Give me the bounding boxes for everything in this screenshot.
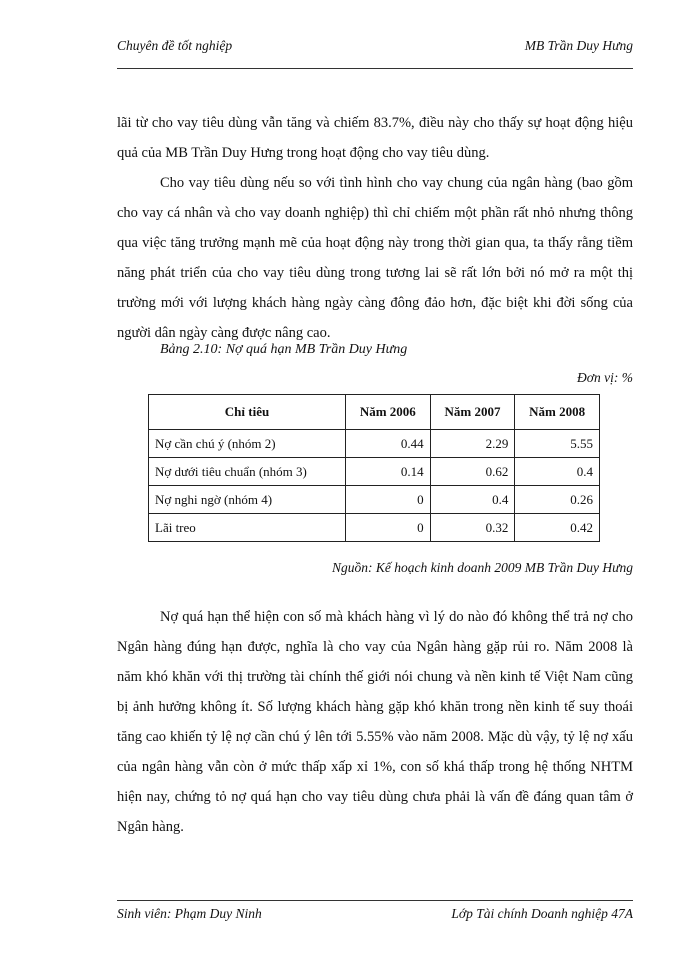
- header-rule: [117, 68, 633, 69]
- cell-value: 0.4: [430, 486, 515, 514]
- cell-value: 0.32: [430, 514, 515, 542]
- paragraph-consumer-lending: Cho vay tiêu dùng nếu so với tình hình cho vay chung của ngân hàng (bao gồm cho vay cá nhân và cho vay doanh nghiệp) thì chỉ chiếm một phần rất nhỏ nhưng thông qua việc tăng trưởng mạnh mẽ của hoạt động này trong thời gian qua, ta thấy rằng tiềm năng phát triển của cho vay tiêu dùng trong tương lai sẽ rất lớn bởi nó mở ra một thị trường mới với lượng khách hàng ngày càng đông đảo hơn, đặc biệt khi đời sống của người dân ngày càng được nâng cao.: [117, 175, 633, 341]
- footer-rule: [117, 900, 633, 901]
- intro-text: [117, 108, 633, 348]
- header-document-title: Chuyên đề tốt nghiệp: [117, 38, 233, 53]
- header-indicator: Chỉ tiêu: [149, 395, 346, 430]
- cell-value: 0.14: [346, 458, 431, 486]
- cell-value: 0.4: [515, 458, 600, 486]
- table-row: [149, 458, 600, 486]
- header-year-2008: Năm 2008: [515, 395, 600, 430]
- cell-value: 0.62: [430, 458, 515, 486]
- cell-value: 0: [346, 486, 431, 514]
- table-row: [149, 430, 600, 458]
- table-source: Nguồn: Kế hoạch kinh doanh 2009 MB Trần Duy Hưng: [332, 560, 633, 575]
- row-label: Nợ cần chú ý (nhóm 2): [149, 430, 346, 458]
- analysis-text: [117, 602, 633, 842]
- cell-value: 0.42: [515, 514, 600, 542]
- table-caption: Bảng 2.10: Nợ quá hạn MB Trần Duy Hưng: [160, 342, 408, 357]
- cell-value: 2.29: [430, 430, 515, 458]
- table-header-row: [149, 395, 600, 430]
- header-year-2007: Năm 2007: [430, 395, 515, 430]
- cell-value: 0.26: [515, 486, 600, 514]
- paragraph-continuation: lãi từ cho vay tiêu dùng vẫn tăng và chiếm 83.7%, điều này cho thấy sự hoạt động hiệu quả của MB Trần Duy Hưng trong hoạt động cho vay tiêu dùng.: [117, 115, 633, 161]
- table-row: [149, 486, 600, 514]
- table-unit: Đơn vị: %: [577, 370, 633, 385]
- table-row: [149, 514, 600, 542]
- row-label: Nợ nghi ngờ (nhóm 4): [149, 486, 346, 514]
- row-label: Nợ dưới tiêu chuẩn (nhóm 3): [149, 458, 346, 486]
- cell-value: 0: [346, 514, 431, 542]
- header-year-2006: Năm 2006: [346, 395, 431, 430]
- cell-value: 0.44: [346, 430, 431, 458]
- footer-class: Lớp Tài chính Doanh nghiệp 47A: [451, 906, 633, 921]
- page-header: [117, 38, 633, 60]
- footer-student: Sinh viên: Phạm Duy Ninh: [117, 906, 262, 921]
- paragraph-overdue-analysis: Nợ quá hạn thể hiện con số mà khách hàng vì lý do nào đó không thể trả nợ cho Ngân hàng đúng hạn được, nghĩa là cho vay của Ngân hàng gặp rủi ro. Năm 2008 là năm khó khăn với thị trường tài chính thế giới nói chung và nền kinh tế Việt Nam cũng bị ảnh hưởng không ít. Số lượng khách hàng gặp khó khăn trong nền kinh tế suy thoái tăng cao khiến tỷ lệ nợ cần chú ý lên tới 5.55% vào năm 2008. Mặc dù vậy, tỷ lệ nợ xấu của ngân hàng vẫn còn ở mức thấp xấp xỉ 1%, con số khá thấp trong hệ thống NHTM hiện nay, chứng tỏ nợ quá hạn cho vay tiêu dùng chưa phải là vấn đề đáng quan tâm ở Ngân hàng.: [117, 609, 633, 835]
- row-label: Lãi treo: [149, 514, 346, 542]
- cell-value: 5.55: [515, 430, 600, 458]
- header-organization: MB Trần Duy Hưng: [524, 38, 633, 53]
- overdue-debt-table: [148, 394, 600, 542]
